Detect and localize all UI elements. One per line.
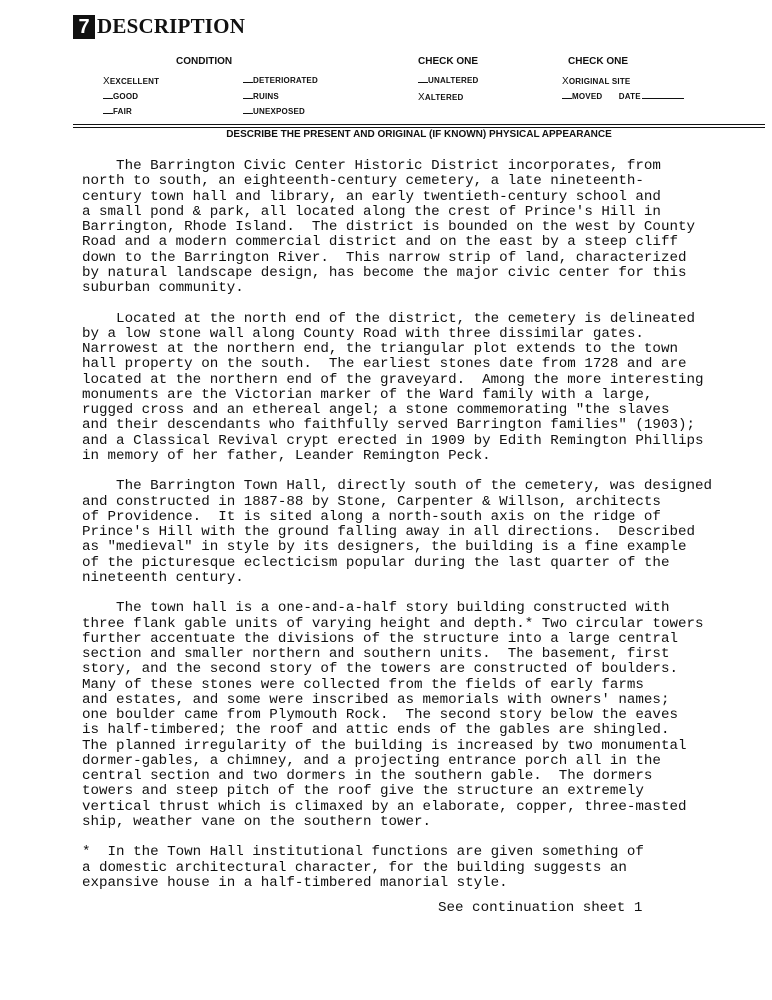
describe-heading: DESCRIBE THE PRESENT AND ORIGINAL (IF KNOWN) PHYSICAL APPEARANCE xyxy=(226,129,612,140)
option-moved-label: MOVED xyxy=(572,92,603,101)
text-line: rugged cross and an ethereal angel; a stone commemorating "the slaves xyxy=(82,402,670,418)
text-line: vertical thrust which is climaxed by an elaborate, copper, three-masted xyxy=(82,798,687,815)
checkmark-original-site: X xyxy=(562,76,569,87)
option-moved[interactable] xyxy=(562,92,684,101)
blank-line xyxy=(243,113,253,114)
text-line: a small pond & park, all located along the crest of Prince's Hill in xyxy=(82,203,661,220)
text-line: three flank gable units of varying height and depth.* Two circular towers xyxy=(82,615,704,632)
text-line: hall property on the south. The earliest stones date from 1728 and are xyxy=(82,356,687,373)
check-one-heading-alteration: CHECK ONE xyxy=(418,56,479,67)
option-excellent[interactable] xyxy=(103,76,159,87)
option-altered-label: ALTERED xyxy=(424,93,464,102)
date-field[interactable] xyxy=(642,98,684,99)
text-line: monuments are the Victorian marker of the Ward family with a large, xyxy=(82,386,653,403)
text-line: Barrington, Rhode Island. The district is bounded on the west by County xyxy=(82,219,695,235)
condition-heading: CONDITION xyxy=(176,56,233,67)
option-fair[interactable] xyxy=(103,107,132,116)
option-deteriorated-label: DETERIORATED xyxy=(253,76,318,85)
text-line: The Barrington Town Hall, directly south of the cemetery, was designed xyxy=(82,478,713,495)
text-line: dormer-gables, a chimney, and a projecting entrance porch all in the xyxy=(82,752,661,769)
header-divider xyxy=(73,124,765,125)
text-line: Prince's Hill with the ground falling away in all directions. Described xyxy=(82,524,695,540)
section-header xyxy=(73,14,245,39)
blank-line xyxy=(103,113,113,114)
section-title: DESCRIPTION xyxy=(97,14,246,38)
text-line: is half-timbered; the roof and attic ends of the gables are shingled. xyxy=(82,722,670,739)
option-ruins-label: RUINS xyxy=(253,92,279,101)
text-line: * In the Town Hall institutional functions are given something of xyxy=(82,844,644,861)
text-line: by a low stone wall along County Road with three dissimilar gates. xyxy=(82,325,644,342)
continuation-note: See continuation sheet 1 xyxy=(438,900,643,916)
option-excellent-label: EXCELLENT xyxy=(109,77,160,86)
option-unexposed-label: UNEXPOSED xyxy=(253,107,306,116)
paragraph-gap xyxy=(82,830,762,845)
date-label: DATE xyxy=(618,92,641,101)
text-line: of Providence. It is sited along a north-south axis on the ridge of xyxy=(82,508,661,525)
paragraph-gap xyxy=(82,464,762,479)
text-line: The planned irregularity of the building is increased by two monumental xyxy=(82,737,687,754)
text-line: Located at the north end of the district, the cemetery is delineated xyxy=(82,310,695,327)
text-line: located at the northern end of the graveyard. Among the more interesting xyxy=(82,371,704,388)
header-divider-secondary xyxy=(73,127,765,128)
text-line: of the picturesque eclecticism popular during the last quarter of the xyxy=(82,554,670,571)
text-line: Road and a modern commercial district and on the east by a steep cliff xyxy=(82,234,678,251)
check-one-heading-site: CHECK ONE xyxy=(568,56,629,67)
text-line: towers and steep pitch of the roof give the structure an extremely xyxy=(82,783,644,800)
text-line: by natural landscape design, has become the major civic center for this xyxy=(82,264,687,281)
text-line: The town hall is a one-and-a-half story building constructed with xyxy=(82,600,670,617)
blank-line xyxy=(103,98,113,99)
text-line: further accentuate the divisions of the structure into a large central xyxy=(82,630,678,647)
text-line: Many of these stones were collected from the fields of early farms xyxy=(82,676,644,693)
description-body xyxy=(82,159,762,891)
text-line: nineteenth century. xyxy=(82,569,244,586)
option-good-label: GOOD xyxy=(113,92,139,101)
text-line: as "medieval" in style by its designers, the building is a fine example xyxy=(82,539,687,556)
option-unexposed[interactable] xyxy=(243,107,305,116)
text-line: one boulder came from Plymouth Rock. The second story below the eaves xyxy=(82,707,678,723)
text-line: and estates, and some were inscribed as memorials with owners' names; xyxy=(82,691,670,708)
section-number: 7 xyxy=(73,15,95,39)
checkmark-altered: X xyxy=(418,92,425,103)
text-line: and their descendants who faithfully served Barrington families" (1903); xyxy=(82,417,695,434)
option-good[interactable] xyxy=(103,92,138,101)
text-line: Narrowest at the northern end, the triangular plot extends to the town xyxy=(82,341,678,357)
text-line: and a Classical Revival crypt erected in 1909 by Edith Remington Phillips xyxy=(82,432,704,449)
blank-line xyxy=(243,82,253,83)
option-fair-label: FAIR xyxy=(113,107,133,116)
text-line: down to the Barrington River. This narrow strip of land, characterized xyxy=(82,249,687,266)
blank-line xyxy=(562,98,572,99)
text-line: century town hall and library, an early twentieth-century school and xyxy=(82,188,661,205)
text-line: The Barrington Civic Center Historic District incorporates, from xyxy=(82,158,661,174)
blank-line xyxy=(418,82,428,83)
text-line: section and smaller northern and southern units. The basement, first xyxy=(82,646,670,662)
text-line: expansive house in a half-timbered manorial style. xyxy=(82,874,508,891)
option-unaltered[interactable] xyxy=(418,76,479,85)
text-line: central section and two dormers in the southern gable. The dormers xyxy=(82,768,653,784)
paragraph-gap xyxy=(82,296,762,311)
text-line: in memory of her father, Leander Remington Peck. xyxy=(82,447,491,464)
checkmark-excellent: X xyxy=(103,76,110,87)
option-unaltered-label: UNALTERED xyxy=(428,76,479,85)
option-altered[interactable] xyxy=(418,92,463,103)
text-line: and constructed in 1887-88 by Stone, Carpenter & Willson, architects xyxy=(82,493,661,510)
text-line: suburban community. xyxy=(82,280,244,296)
text-line: ship, weather vane on the southern tower. xyxy=(82,813,432,830)
paragraph-gap xyxy=(82,586,762,601)
blank-line xyxy=(243,98,253,99)
text-line: story, and the second story of the towers are constructed of boulders. xyxy=(82,661,678,678)
text-line: a domestic architectural character, for the building suggests an xyxy=(82,859,627,876)
option-deteriorated[interactable] xyxy=(243,76,318,85)
option-original-site[interactable] xyxy=(562,76,630,87)
text-line: north to south, an eighteenth-century cemetery, a late nineteenth- xyxy=(82,173,644,190)
option-original-site-label: ORIGINAL SITE xyxy=(568,77,631,86)
option-ruins[interactable] xyxy=(243,92,279,101)
